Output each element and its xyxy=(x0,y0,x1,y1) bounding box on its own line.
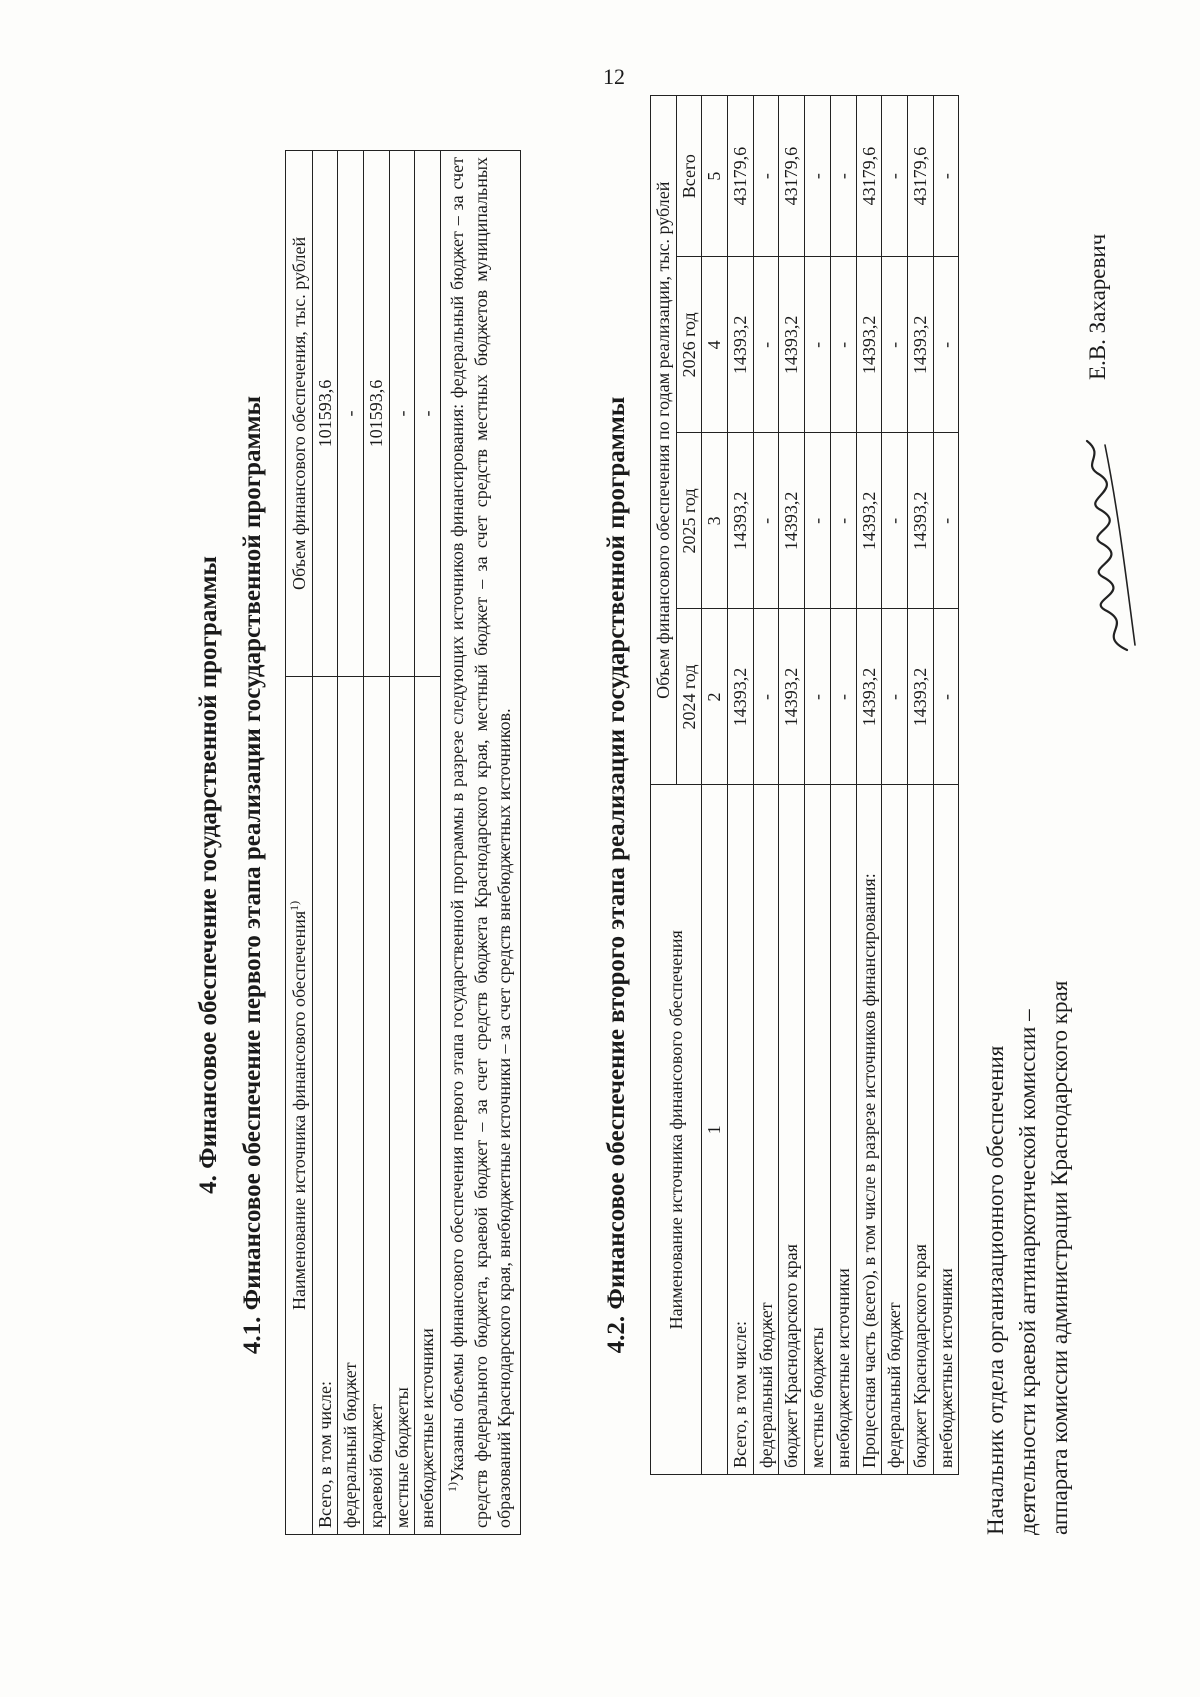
column-number: 3 xyxy=(702,433,728,609)
row-value: - xyxy=(805,257,831,433)
table-row xyxy=(415,151,441,1535)
table-row xyxy=(753,96,779,1475)
row-name: бюджет Краснодарского края xyxy=(779,785,805,1475)
table-row xyxy=(389,151,415,1535)
row-value: - xyxy=(753,609,779,785)
table-row xyxy=(856,96,882,1475)
row-value: 14393,2 xyxy=(907,257,933,433)
header-source-name: Наименование источника финансового обеспечения$^{1)}$ xyxy=(286,676,313,1534)
table-row xyxy=(830,96,856,1475)
table-header-row xyxy=(286,151,313,1535)
row-value: - xyxy=(753,433,779,609)
row-value: - xyxy=(415,151,441,677)
position-line: аппарата комиссии администрации Краснодарского края xyxy=(1047,980,1073,1535)
row-value: - xyxy=(830,609,856,785)
header-total: Всего xyxy=(676,96,702,257)
column-number: 4 xyxy=(702,257,728,433)
row-value: 101593,6 xyxy=(364,151,390,677)
financing-table-stage-1 xyxy=(285,150,521,1535)
row-name: внебюджетные источники xyxy=(830,785,856,1475)
row-name: Всего, в том числе: xyxy=(312,676,338,1534)
row-value: - xyxy=(805,433,831,609)
header-year: 2025 год xyxy=(676,433,702,609)
row-value: 14393,2 xyxy=(856,433,882,609)
footnote-marker: 1) xyxy=(287,900,301,911)
position-line: деятельности краевой антинаркотической комиссии – xyxy=(1015,1009,1041,1535)
page-number: 12 xyxy=(603,64,625,89)
handwritten-signature xyxy=(1075,435,1145,655)
header-year: 2026 год xyxy=(676,257,702,433)
footnote xyxy=(441,151,521,1535)
row-value: 14393,2 xyxy=(728,257,754,433)
row-name: федеральный бюджет xyxy=(338,676,364,1534)
row-name: Процессная часть (всего), в том числе в разрезе источников финансирования: xyxy=(856,785,882,1475)
row-value: 43179,6 xyxy=(907,96,933,257)
row-value: 14393,2 xyxy=(779,433,805,609)
row-value: 14393,2 xyxy=(779,609,805,785)
row-name: краевой бюджет xyxy=(364,676,390,1534)
row-value: 14393,2 xyxy=(907,433,933,609)
row-value: - xyxy=(933,96,959,257)
row-value: 14393,2 xyxy=(856,609,882,785)
column-number: 2 xyxy=(702,609,728,785)
row-value: 43179,6 xyxy=(728,96,754,257)
column-number: 1 xyxy=(702,785,728,1475)
row-value: 14393,2 xyxy=(728,609,754,785)
table-row xyxy=(338,151,364,1535)
row-name: Всего, в том числе: xyxy=(728,785,754,1475)
subsection-1-title: 4.1. Финансовое обеспечение первого этапа реализации государственной программы xyxy=(239,395,266,1355)
row-value: - xyxy=(338,151,364,677)
row-value: 14393,2 xyxy=(728,433,754,609)
row-value: 14393,2 xyxy=(779,257,805,433)
table-row xyxy=(907,96,933,1475)
table-row xyxy=(882,96,908,1475)
row-value: 43179,6 xyxy=(856,96,882,257)
row-value: - xyxy=(882,609,908,785)
table-row xyxy=(364,151,390,1535)
table-row xyxy=(933,96,959,1475)
row-value: - xyxy=(805,96,831,257)
header-volume: Объем финансового обеспечения по годам реализации, тыс. рублей xyxy=(651,96,677,786)
row-value: 43179,6 xyxy=(779,96,805,257)
row-value: - xyxy=(933,257,959,433)
row-name: федеральный бюджет xyxy=(882,785,908,1475)
row-value: 14393,2 xyxy=(856,257,882,433)
row-name: внебюджетные источники xyxy=(933,785,959,1475)
row-name: местные бюджеты xyxy=(805,785,831,1475)
table-header-row xyxy=(651,96,677,1475)
table-row xyxy=(728,96,754,1475)
row-value: - xyxy=(830,257,856,433)
subsection-2-title: 4.2. Финансовое обеспечение второго этапа реализации государственной программы xyxy=(603,396,630,1354)
row-value: - xyxy=(882,257,908,433)
table-row xyxy=(805,96,831,1475)
financing-table-stage-2 xyxy=(650,95,959,1475)
rotated-content xyxy=(195,105,1195,1645)
row-name: федеральный бюджет xyxy=(753,785,779,1475)
column-number-row xyxy=(702,96,728,1475)
position-line: Начальник отдела организационного обеспечения xyxy=(983,1045,1008,1535)
signer-name: Е.В. Захаревич xyxy=(1085,233,1110,380)
row-value: 101593,6 xyxy=(312,151,338,677)
footnote-row xyxy=(441,151,521,1535)
row-value: - xyxy=(830,96,856,257)
row-value: - xyxy=(389,151,415,677)
row-name: бюджет Краснодарского края xyxy=(907,785,933,1475)
row-value: - xyxy=(753,96,779,257)
row-value: 14393,2 xyxy=(907,609,933,785)
footnote-text: Указаны объемы финансового обеспечения первого этапа государственной программы в разрезе следующих источников финансирования: федеральный бюджет – за счет средств федерального бюджета, краевой бюджет – за счет средств бюджета Краснодарского края, местный бюджет – за счет средств местных бюджетов муниципальных образований Краснодарского края, внебюджетные источники – за счет средств внебюджетных источников. xyxy=(447,157,514,1528)
row-value: - xyxy=(882,433,908,609)
signature-block xyxy=(980,981,1077,1535)
header-volume: Объем финансового обеспечения, тыс. рублей xyxy=(286,151,313,677)
row-name: местные бюджеты xyxy=(389,676,415,1534)
table-row xyxy=(779,96,805,1475)
row-value: - xyxy=(933,609,959,785)
row-name: внебюджетные источники xyxy=(415,676,441,1534)
row-value: - xyxy=(933,433,959,609)
header-source-name: Наименование источника финансового обеспечения xyxy=(651,785,702,1475)
row-value: - xyxy=(830,433,856,609)
row-value: - xyxy=(882,96,908,257)
table-row xyxy=(312,151,338,1535)
column-number: 5 xyxy=(702,96,728,257)
header-year: 2024 год xyxy=(676,609,702,785)
row-value: - xyxy=(753,257,779,433)
footnote-marker: 1) xyxy=(445,1482,460,1492)
section-title: 4. Финансовое обеспечение государственной программы xyxy=(195,556,222,1194)
row-value: - xyxy=(805,609,831,785)
